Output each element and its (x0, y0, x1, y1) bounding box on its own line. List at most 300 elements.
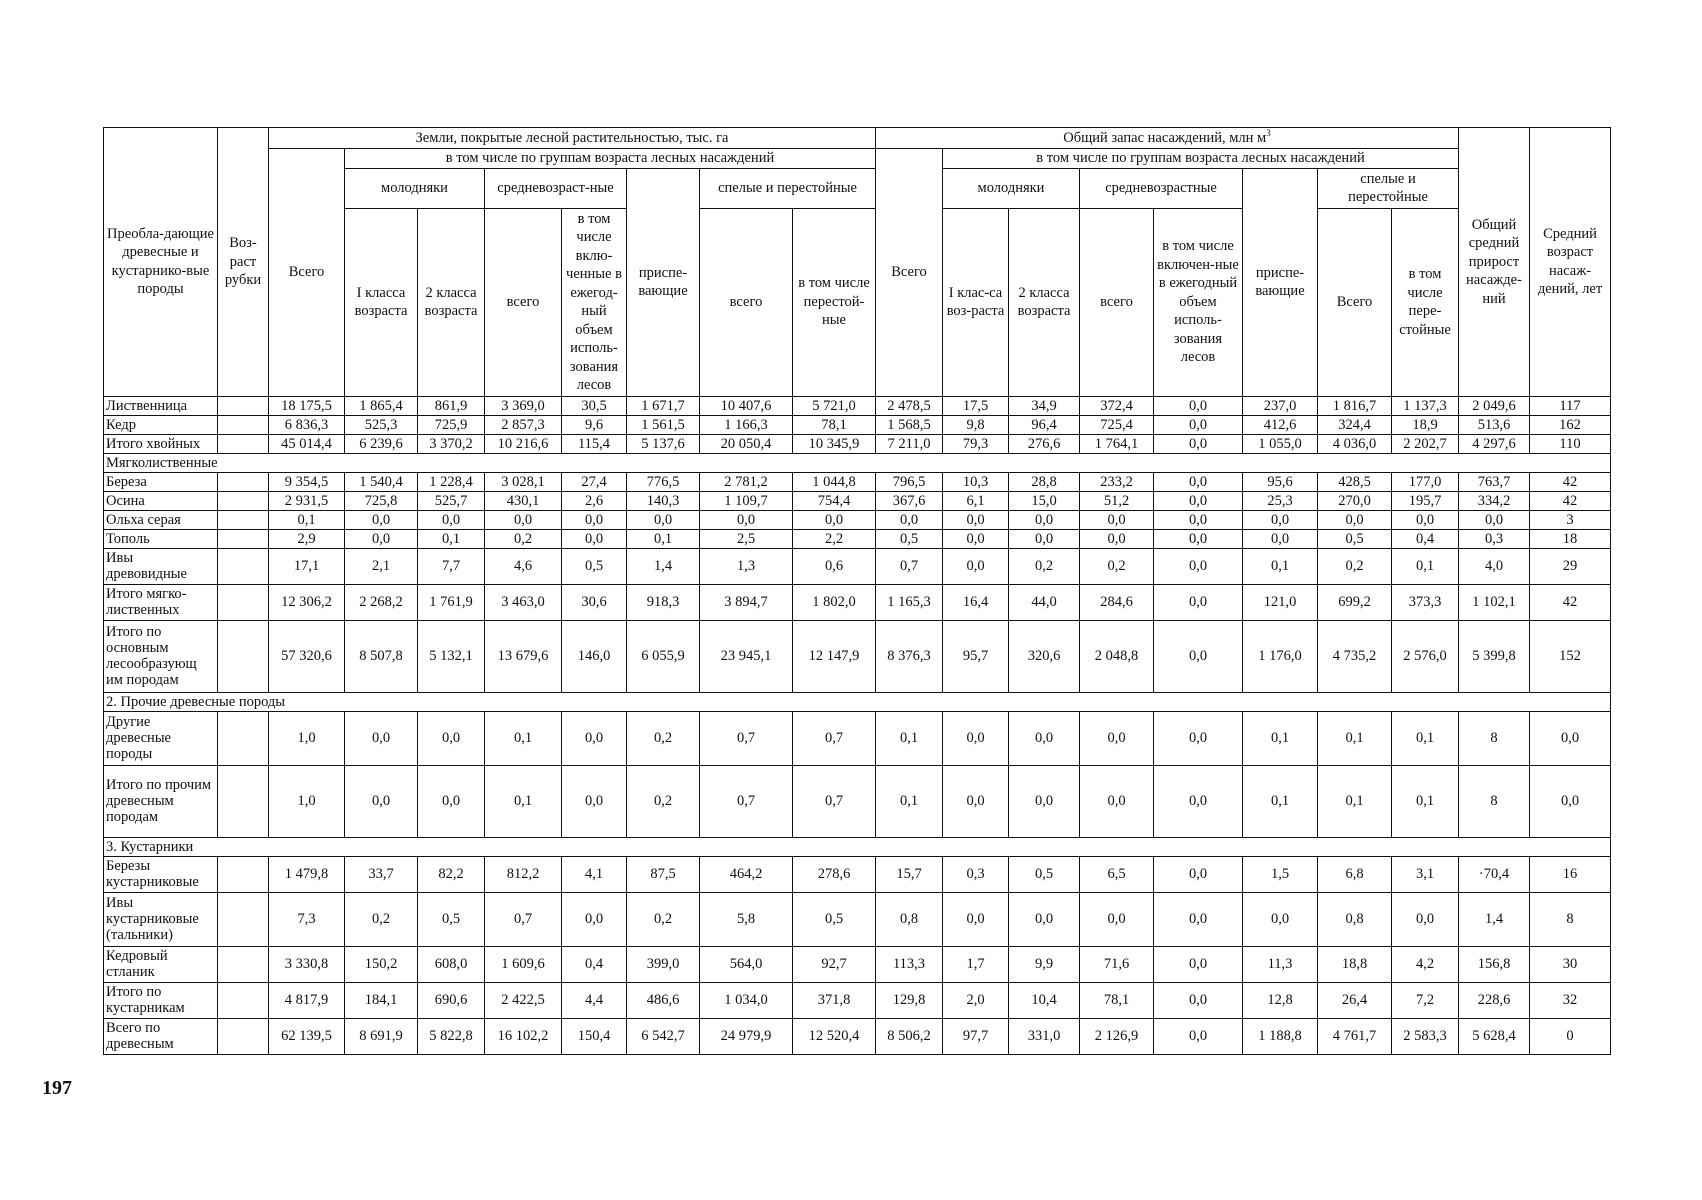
value-cell: 8 691,9 (345, 1018, 418, 1054)
value-cell: 33,7 (345, 856, 418, 892)
value-cell: 3 028,1 (485, 472, 562, 491)
value-cell: 10 345,9 (793, 434, 876, 453)
species-name: Итого хвойных (104, 434, 218, 453)
value-cell: 6,8 (1318, 856, 1392, 892)
header-stock-class2: 2 класса возраста (1009, 208, 1080, 396)
value-cell: 2 202,7 (1392, 434, 1459, 453)
header-stock-class1: I клас-са воз-раста (943, 208, 1009, 396)
value-cell: 608,0 (418, 946, 485, 982)
value-cell: 0,0 (1530, 765, 1611, 837)
value-cell: 3 463,0 (485, 584, 562, 620)
value-cell: 0,3 (943, 856, 1009, 892)
table-row (104, 892, 1611, 946)
value-cell: 17,5 (943, 396, 1009, 415)
value-cell: 6 239,6 (345, 434, 418, 453)
value-cell: 5 137,6 (627, 434, 700, 453)
value-cell: 412,6 (1243, 415, 1318, 434)
value-cell: 0,8 (1318, 892, 1392, 946)
value-cell: ·70,4 (1459, 856, 1530, 892)
header-area-mid-annual: в том числе вклю-ченные в ежегод-ный объем исполь-зования лесов (562, 208, 627, 396)
value-cell: 1 137,3 (1392, 396, 1459, 415)
value-cell: 276,6 (1009, 434, 1080, 453)
value-cell: 12,8 (1243, 982, 1318, 1018)
species-name: Итого по прочим древесным породам (104, 765, 218, 837)
value-cell: 13 679,6 (485, 620, 562, 692)
table-row (104, 510, 1611, 529)
value-cell: 284,6 (1080, 584, 1154, 620)
value-cell: 0,0 (1243, 529, 1318, 548)
header-area-mature-over: в том числе перестой-ные (793, 208, 876, 396)
value-cell: 71,6 (1080, 946, 1154, 982)
species-name: Березы кустарниковые (104, 856, 218, 892)
value-cell: 0,0 (1243, 510, 1318, 529)
value-cell: 0,0 (1154, 584, 1243, 620)
value-cell: 324,4 (1318, 415, 1392, 434)
value-cell: 140,3 (627, 491, 700, 510)
table-row (104, 765, 1611, 837)
value-cell: 0,0 (1080, 765, 1154, 837)
value-cell: 2 857,3 (485, 415, 562, 434)
value-cell: 32 (1530, 982, 1611, 1018)
value-cell: 27,4 (562, 472, 627, 491)
value-cell: 18,9 (1392, 415, 1459, 434)
value-cell: 1,3 (700, 548, 793, 584)
value-cell: 0,0 (1154, 982, 1243, 1018)
value-cell: 0,0 (1154, 491, 1243, 510)
value-cell: 1 802,0 (793, 584, 876, 620)
value-cell: 57 320,6 (269, 620, 345, 692)
value-cell: 0,0 (1154, 1018, 1243, 1054)
table-row (104, 472, 1611, 491)
value-cell: 7,3 (269, 892, 345, 946)
value-cell: 2,6 (562, 491, 627, 510)
value-cell: 0,0 (1154, 765, 1243, 837)
value-cell: 0,0 (1154, 415, 1243, 434)
value-cell: 2,1 (345, 548, 418, 584)
table-row (104, 856, 1611, 892)
value-cell: 0,1 (1318, 711, 1392, 765)
value-cell: 3 369,0 (485, 396, 562, 415)
header-stock-ripening: приспе-вающие (1243, 168, 1318, 396)
section-title: 2. Прочие древесные породы (104, 692, 1611, 711)
value-cell: 113,3 (876, 946, 943, 982)
header-stock-mid-all: всего (1080, 208, 1154, 396)
value-cell: 0,0 (1392, 892, 1459, 946)
value-cell: 78,1 (793, 415, 876, 434)
header-area-mid-all: всего (485, 208, 562, 396)
value-cell: 1 561,5 (627, 415, 700, 434)
value-cell: 12 520,4 (793, 1018, 876, 1054)
header-area-total: Всего (269, 149, 345, 397)
value-cell: 331,0 (1009, 1018, 1080, 1054)
value-cell: 2,0 (943, 982, 1009, 1018)
value-cell: 0,0 (1154, 856, 1243, 892)
value-cell: 1 034,0 (700, 982, 793, 1018)
value-cell: 25,3 (1243, 491, 1318, 510)
value-cell: 3 (1530, 510, 1611, 529)
value-cell: 486,6 (627, 982, 700, 1018)
value-cell: 0,8 (876, 892, 943, 946)
table-row (104, 434, 1611, 453)
value-cell: 7,7 (418, 548, 485, 584)
value-cell: 117 (1530, 396, 1611, 415)
value-cell: 3,1 (1392, 856, 1459, 892)
value-cell: 0,7 (876, 548, 943, 584)
value-cell: 0,0 (1154, 548, 1243, 584)
species-name: Всего по древесным (104, 1018, 218, 1054)
felling-age-cell (218, 510, 269, 529)
value-cell: 97,7 (943, 1018, 1009, 1054)
table-row (104, 982, 1611, 1018)
value-cell: 8 (1530, 892, 1611, 946)
value-cell: 5 132,1 (418, 620, 485, 692)
value-cell: 0,2 (345, 892, 418, 946)
value-cell: 0,2 (1009, 548, 1080, 584)
felling-age-cell (218, 434, 269, 453)
value-cell: 0,1 (1392, 711, 1459, 765)
value-cell: 9,9 (1009, 946, 1080, 982)
table-row (104, 415, 1611, 434)
value-cell: 8 507,8 (345, 620, 418, 692)
value-cell: 0,0 (1154, 510, 1243, 529)
value-cell: 0,7 (700, 765, 793, 837)
value-cell: 0,5 (876, 529, 943, 548)
value-cell: 0,0 (943, 510, 1009, 529)
value-cell: 20 050,4 (700, 434, 793, 453)
value-cell: 0,1 (1243, 548, 1318, 584)
value-cell: 2 048,8 (1080, 620, 1154, 692)
value-cell: 6 542,7 (627, 1018, 700, 1054)
value-cell: 0,0 (943, 548, 1009, 584)
value-cell: 0,0 (1154, 529, 1243, 548)
value-cell: 228,6 (1459, 982, 1530, 1018)
value-cell: 0,0 (485, 510, 562, 529)
value-cell: 0,0 (1009, 765, 1080, 837)
forest-stats-sheet (103, 127, 1611, 1055)
value-cell: 7,2 (1392, 982, 1459, 1018)
value-cell: 1 109,7 (700, 491, 793, 510)
value-cell: 0,0 (1154, 620, 1243, 692)
value-cell: 121,0 (1243, 584, 1318, 620)
value-cell: 18 175,5 (269, 396, 345, 415)
felling-age-cell (218, 892, 269, 946)
value-cell: 0,0 (418, 510, 485, 529)
value-cell: 525,3 (345, 415, 418, 434)
header-felling-age: Воз-раст рубки (218, 128, 269, 397)
value-cell: 2 931,5 (269, 491, 345, 510)
value-cell: 754,4 (793, 491, 876, 510)
value-cell: 17,1 (269, 548, 345, 584)
value-cell: 0,0 (1009, 711, 1080, 765)
table-body (104, 396, 1611, 1054)
header-area-class2: 2 класса возраста (418, 208, 485, 396)
header-avg-growth: Общий средний прирост насажде-ний (1459, 128, 1530, 397)
value-cell: 0,0 (1009, 529, 1080, 548)
value-cell: 4 735,2 (1318, 620, 1392, 692)
header-stock-group (876, 128, 1459, 149)
value-cell: 3 330,8 (269, 946, 345, 982)
value-cell: 150,2 (345, 946, 418, 982)
value-cell: 1 055,0 (1243, 434, 1318, 453)
value-cell: 1 479,8 (269, 856, 345, 892)
value-cell: 1,4 (627, 548, 700, 584)
table-row (104, 396, 1611, 415)
header-species: Преобла-дающие древесные и кустарнико-вые породы (104, 128, 218, 397)
value-cell: 0,0 (1154, 434, 1243, 453)
value-cell: 2 583,3 (1392, 1018, 1459, 1054)
value-cell: 320,6 (1009, 620, 1080, 692)
value-cell: 5 822,8 (418, 1018, 485, 1054)
species-name: Кедр (104, 415, 218, 434)
value-cell: 9,6 (562, 415, 627, 434)
section-row (104, 453, 1611, 472)
value-cell: 237,0 (1243, 396, 1318, 415)
value-cell: 0,7 (485, 892, 562, 946)
value-cell: 0,0 (1080, 711, 1154, 765)
value-cell: 4 036,0 (1318, 434, 1392, 453)
header-stock-mature-over: в том числе пере-стойные (1392, 208, 1459, 396)
value-cell: 4 817,9 (269, 982, 345, 1018)
header-area-mature-all: всего (700, 208, 793, 396)
value-cell: 525,7 (418, 491, 485, 510)
value-cell: 0,1 (1243, 711, 1318, 765)
header-stock-incl: в том числе по группам возраста лесных насаждений (943, 149, 1459, 169)
value-cell: 1 228,4 (418, 472, 485, 491)
value-cell: 16 102,2 (485, 1018, 562, 1054)
value-cell: 0,0 (562, 765, 627, 837)
felling-age-cell (218, 982, 269, 1018)
value-cell: 0,1 (1243, 765, 1318, 837)
value-cell: 0,1 (627, 529, 700, 548)
value-cell: 0,7 (793, 765, 876, 837)
value-cell: 0,0 (1009, 510, 1080, 529)
value-cell: 16 (1530, 856, 1611, 892)
value-cell: 0,0 (1459, 510, 1530, 529)
species-name: Осина (104, 491, 218, 510)
value-cell: 8 (1459, 711, 1530, 765)
value-cell: 861,9 (418, 396, 485, 415)
value-cell: 2 478,5 (876, 396, 943, 415)
value-cell: 1 568,5 (876, 415, 943, 434)
header-area-ripening: приспе-вающие (627, 168, 700, 396)
value-cell: 1,7 (943, 946, 1009, 982)
value-cell: 79,3 (943, 434, 1009, 453)
felling-age-cell (218, 529, 269, 548)
value-cell: 0,1 (1392, 765, 1459, 837)
value-cell: 0,5 (1318, 529, 1392, 548)
value-cell: 0,1 (485, 765, 562, 837)
value-cell: 30 (1530, 946, 1611, 982)
value-cell: 0,2 (1080, 548, 1154, 584)
value-cell: 0,0 (345, 529, 418, 548)
value-cell: 29 (1530, 548, 1611, 584)
species-name: Другие древесные породы (104, 711, 218, 765)
table-row (104, 620, 1611, 692)
value-cell: 4 761,7 (1318, 1018, 1392, 1054)
value-cell: 0 (1530, 1018, 1611, 1054)
value-cell: 152 (1530, 620, 1611, 692)
value-cell: 0,1 (1392, 548, 1459, 584)
value-cell: 1 188,8 (1243, 1018, 1318, 1054)
value-cell: 1,5 (1243, 856, 1318, 892)
page-number: 197 (42, 1077, 72, 1099)
header-avg-age: Средний возраст насаж-дений, лет (1530, 128, 1611, 397)
header-stock-total: Всего (876, 149, 943, 397)
value-cell: 0,4 (1392, 529, 1459, 548)
header-area-mature: спелые и перестойные (700, 168, 876, 208)
value-cell: 2 781,2 (700, 472, 793, 491)
value-cell: 5,8 (700, 892, 793, 946)
header-area-class1: I класса возраста (345, 208, 418, 396)
value-cell: 0,0 (943, 765, 1009, 837)
value-cell: 9 354,5 (269, 472, 345, 491)
table-row (104, 529, 1611, 548)
value-cell: 2 268,2 (345, 584, 418, 620)
value-cell: 0,7 (793, 711, 876, 765)
value-cell: 0,5 (418, 892, 485, 946)
value-cell: 1,0 (269, 711, 345, 765)
value-cell: 1 165,3 (876, 584, 943, 620)
value-cell: 195,7 (1392, 491, 1459, 510)
value-cell: 15,0 (1009, 491, 1080, 510)
value-cell: 0,0 (562, 510, 627, 529)
value-cell: 28,8 (1009, 472, 1080, 491)
value-cell: 0,0 (1080, 510, 1154, 529)
value-cell: 1 609,6 (485, 946, 562, 982)
value-cell: 1,0 (269, 765, 345, 837)
felling-age-cell (218, 620, 269, 692)
value-cell: 15,7 (876, 856, 943, 892)
value-cell: 1 816,7 (1318, 396, 1392, 415)
value-cell: 62 139,5 (269, 1018, 345, 1054)
value-cell: 146,0 (562, 620, 627, 692)
value-cell: 8 506,2 (876, 1018, 943, 1054)
value-cell: 0,1 (1318, 765, 1392, 837)
value-cell: 1 176,0 (1243, 620, 1318, 692)
value-cell: 0,0 (562, 529, 627, 548)
value-cell: 0,3 (1459, 529, 1530, 548)
value-cell: 51,2 (1080, 491, 1154, 510)
value-cell: 129,8 (876, 982, 943, 1018)
value-cell: 4,4 (562, 982, 627, 1018)
value-cell: 1 671,7 (627, 396, 700, 415)
value-cell: 0,0 (1154, 892, 1243, 946)
value-cell: 44,0 (1009, 584, 1080, 620)
value-cell: 12 306,2 (269, 584, 345, 620)
value-cell: 0,0 (793, 510, 876, 529)
value-cell: 0,7 (700, 711, 793, 765)
value-cell: 725,8 (345, 491, 418, 510)
header-area-young: молодняки (345, 168, 485, 208)
value-cell: 3 894,7 (700, 584, 793, 620)
value-cell: 10,3 (943, 472, 1009, 491)
value-cell: 0,0 (562, 711, 627, 765)
value-cell: 0,0 (943, 711, 1009, 765)
value-cell: 725,9 (418, 415, 485, 434)
value-cell: 334,2 (1459, 491, 1530, 510)
value-cell: 1 102,1 (1459, 584, 1530, 620)
value-cell: 812,2 (485, 856, 562, 892)
value-cell: 0,0 (627, 510, 700, 529)
value-cell: 0,0 (1080, 529, 1154, 548)
species-name: Береза (104, 472, 218, 491)
value-cell: 1 761,9 (418, 584, 485, 620)
value-cell: 1 044,8 (793, 472, 876, 491)
value-cell: 1,4 (1459, 892, 1530, 946)
value-cell: 0,0 (418, 765, 485, 837)
value-cell: 0,0 (1154, 946, 1243, 982)
value-cell: 270,0 (1318, 491, 1392, 510)
value-cell: 371,8 (793, 982, 876, 1018)
value-cell: 796,5 (876, 472, 943, 491)
value-cell: 78,1 (1080, 982, 1154, 1018)
value-cell: 34,9 (1009, 396, 1080, 415)
felling-age-cell (218, 491, 269, 510)
value-cell: 0,1 (485, 711, 562, 765)
felling-age-cell (218, 856, 269, 892)
value-cell: 0,0 (345, 765, 418, 837)
value-cell: 690,6 (418, 982, 485, 1018)
species-name: Тополь (104, 529, 218, 548)
value-cell: 763,7 (1459, 472, 1530, 491)
header-stock-mid: средневозрастные (1080, 168, 1243, 208)
value-cell: 0,1 (876, 765, 943, 837)
species-name: Лиственница (104, 396, 218, 415)
value-cell: 373,3 (1392, 584, 1459, 620)
value-cell: 3 370,2 (418, 434, 485, 453)
section-title: Мягколиственные (104, 453, 1611, 472)
value-cell: 177,0 (1392, 472, 1459, 491)
value-cell: 10 407,6 (700, 396, 793, 415)
value-cell: 0,2 (627, 711, 700, 765)
value-cell: 0,5 (793, 892, 876, 946)
value-cell: 278,6 (793, 856, 876, 892)
felling-age-cell (218, 548, 269, 584)
table-row (104, 548, 1611, 584)
value-cell: 6 836,3 (269, 415, 345, 434)
value-cell: 0,0 (1530, 711, 1611, 765)
value-cell: 1 764,1 (1080, 434, 1154, 453)
header-area-incl: в том числе по группам возраста лесных насаждений (345, 149, 876, 169)
value-cell: 8 376,3 (876, 620, 943, 692)
value-cell: 918,3 (627, 584, 700, 620)
header-area-mid: средневозраст-ные (485, 168, 627, 208)
value-cell: 0,0 (1318, 510, 1392, 529)
stock-group-text: Общий запас насаждений, млн м (1063, 129, 1267, 146)
value-cell: 95,6 (1243, 472, 1318, 491)
value-cell: 4,2 (1392, 946, 1459, 982)
value-cell: 0,0 (1154, 472, 1243, 491)
species-name: Ольха серая (104, 510, 218, 529)
value-cell: 428,5 (1318, 472, 1392, 491)
table-row (104, 491, 1611, 510)
value-cell: 10 216,6 (485, 434, 562, 453)
stock-group-sup: 3 (1266, 127, 1271, 138)
value-cell: 5 721,0 (793, 396, 876, 415)
value-cell: 0,1 (876, 711, 943, 765)
value-cell: 18,8 (1318, 946, 1392, 982)
value-cell: 6,1 (943, 491, 1009, 510)
value-cell: 30,6 (562, 584, 627, 620)
value-cell: 513,6 (1459, 415, 1530, 434)
header-area-group: Земли, покрытые лесной растительностью, тыс. га (269, 128, 876, 149)
section-row (104, 837, 1611, 856)
header-stock-young: молодняки (943, 168, 1080, 208)
value-cell: 2,2 (793, 529, 876, 548)
value-cell: 30,5 (562, 396, 627, 415)
value-cell: 9,8 (943, 415, 1009, 434)
felling-age-cell (218, 396, 269, 415)
